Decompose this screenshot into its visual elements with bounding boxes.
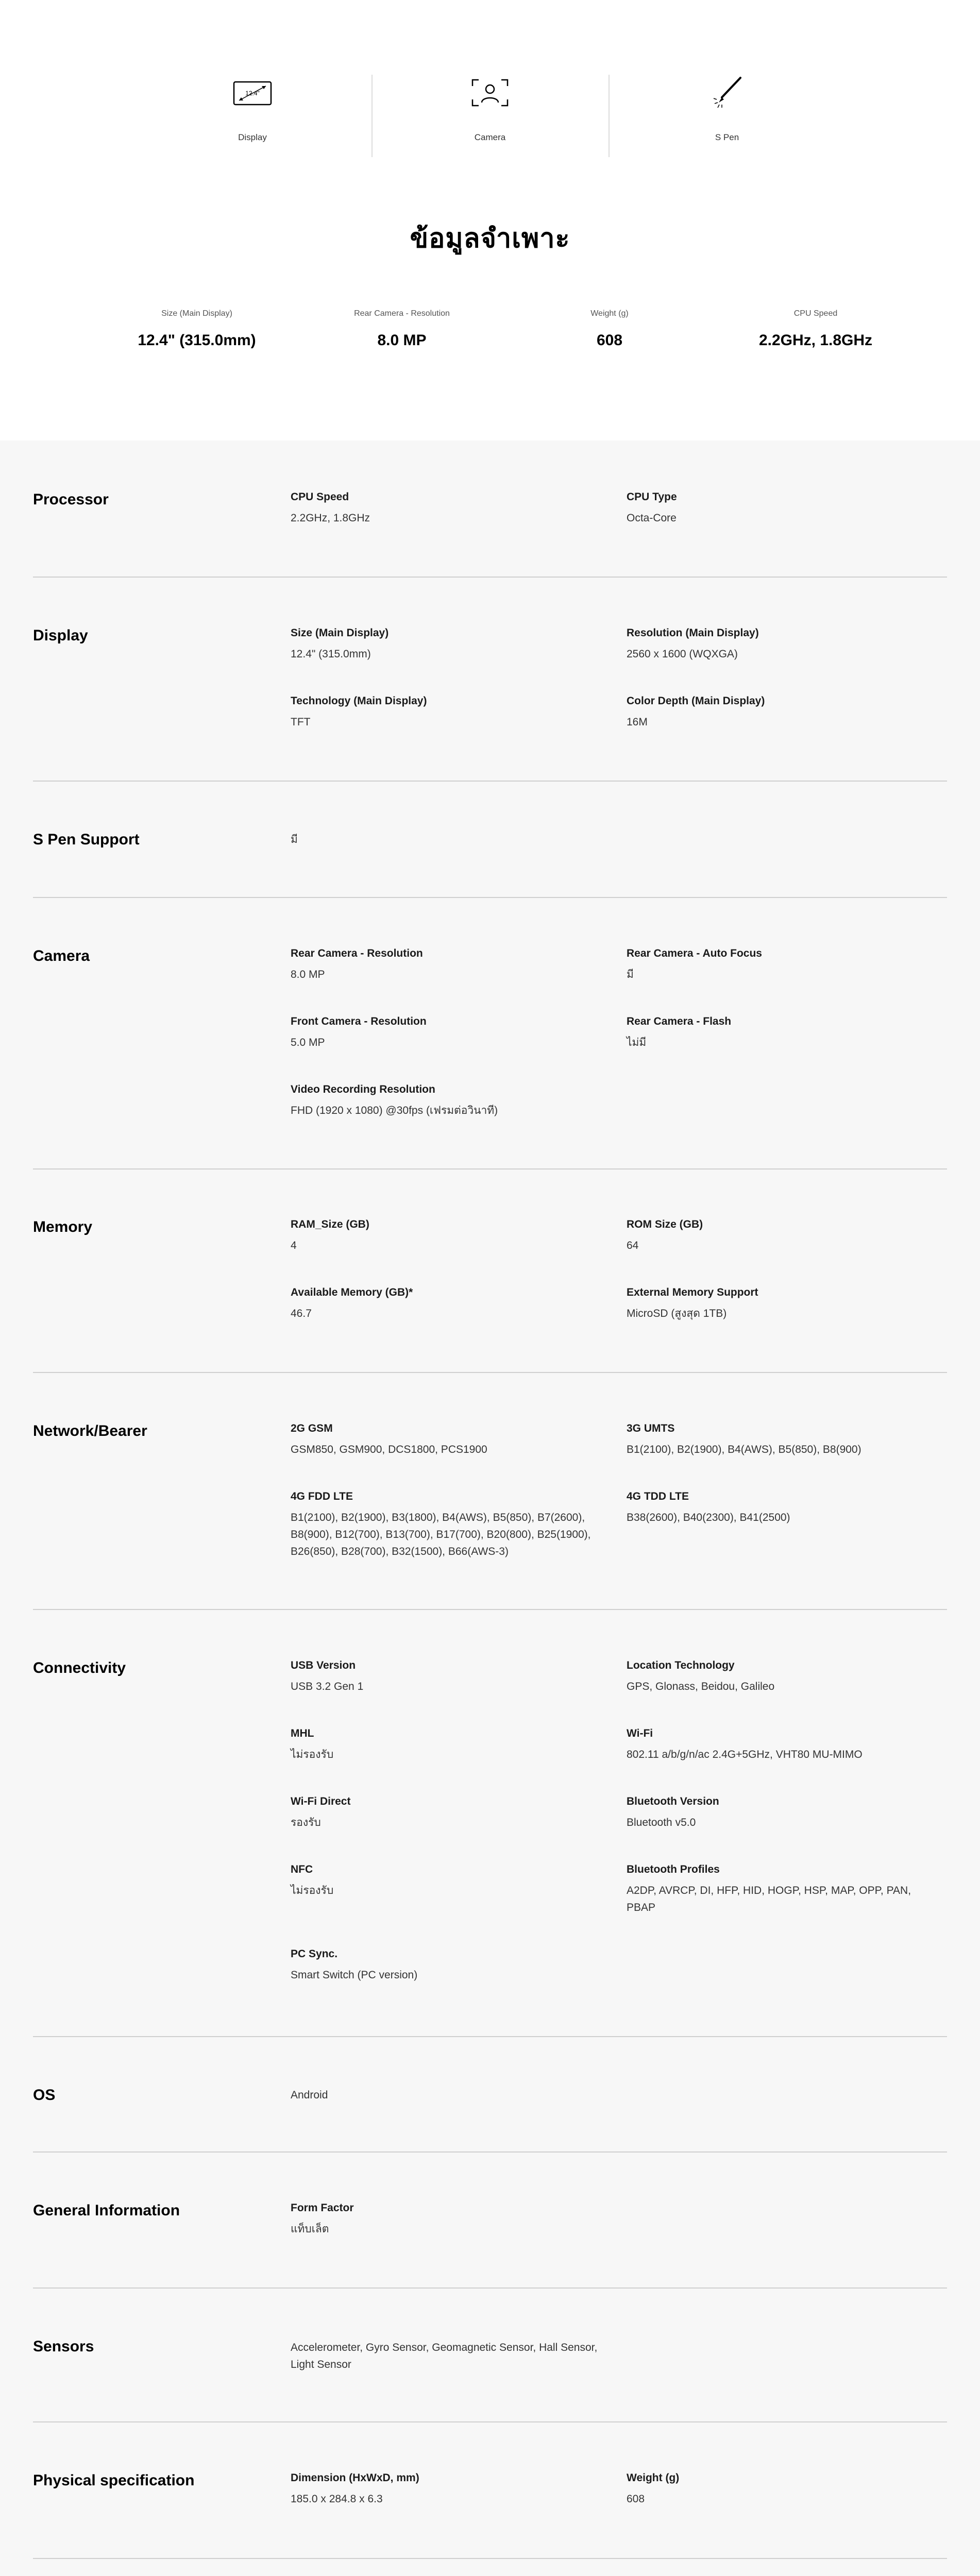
spec-item: [291, 947, 600, 983]
spec-item: [291, 1795, 600, 1831]
spec-label: 4G FDD LTE: [291, 1490, 353, 1502]
section-title: OS: [33, 2087, 56, 2104]
spec-label: 4G TDD LTE: [627, 1490, 689, 1502]
spec-item: [627, 1286, 936, 1322]
spec-item: [291, 1727, 600, 1763]
spec-value: 5.0 MP: [291, 1037, 325, 1048]
spec-item: [291, 2080, 600, 2104]
spec-item: [291, 1659, 600, 1695]
key-spec-size: [104, 309, 290, 349]
spec-label: CPU Type: [627, 491, 677, 503]
spec-item: [627, 1659, 936, 1695]
spec-value: แท็บเล็ต: [291, 2223, 329, 2235]
key-spec-value: 608: [596, 332, 623, 349]
spec-value: B38(2600), B40(2300), B41(2500): [627, 1512, 790, 1523]
spec-value: 8.0 MP: [291, 969, 325, 980]
spec-item: [291, 2472, 600, 2507]
spec-value: 2.2GHz, 1.8GHz: [291, 512, 370, 524]
spec-label: 3G UMTS: [627, 1422, 675, 1434]
spec-label: Rear Camera - Auto Focus: [627, 947, 762, 959]
feature-label-display: Display: [238, 132, 267, 142]
spec-item: [627, 695, 936, 731]
spec-label: MHL: [291, 1727, 314, 1739]
section-divider: [33, 2558, 947, 2559]
key-spec-camera: [309, 309, 495, 349]
section-divider: [33, 2287, 947, 2289]
section-title: Processor: [33, 491, 109, 508]
spec-label: Available Memory (GB)*: [291, 1286, 413, 1298]
key-spec-value: 8.0 MP: [377, 332, 427, 349]
section-title: Connectivity: [33, 1659, 126, 1676]
section-title: Display: [33, 627, 88, 644]
spec-item: [291, 825, 600, 848]
spec-value: ไม่มี: [627, 1037, 647, 1048]
spec-value: 46.7: [291, 1308, 312, 1319]
spec-item: [291, 2202, 600, 2238]
spec-label: Bluetooth Version: [627, 1795, 719, 1807]
section-title: Camera: [33, 947, 90, 964]
spec-value: 64: [627, 1240, 639, 1251]
key-specs: [0, 309, 980, 355]
spec-item: [627, 1422, 936, 1458]
spec-label: Wi-Fi: [627, 1727, 653, 1739]
spec-label: Bluetooth Profiles: [627, 1863, 720, 1875]
spec-item: [291, 491, 600, 527]
spec-value: A2DP, AVRCP, DI, HFP, HID, HOGP, HSP, MAP, OPP, PAN, PBAP: [627, 1885, 911, 1913]
spec-label: Rear Camera - Flash: [627, 1015, 732, 1027]
spec-label: Form Factor: [291, 2202, 354, 2214]
spec-value: มี: [627, 969, 634, 980]
feature-tab-camera[interactable]: [371, 75, 609, 143]
section-divider: [33, 2036, 947, 2037]
spec-label: External Memory Support: [627, 1286, 758, 1298]
spec-label: Dimension (HxWxD, mm): [291, 2472, 419, 2484]
spec-item: [291, 1083, 600, 1119]
spec-item: [291, 1948, 600, 1984]
spec-label: Wi-Fi Direct: [291, 1795, 351, 1807]
feature-tab-display[interactable]: [134, 75, 371, 143]
spec-value: B1(2100), B2(1900), B3(1800), B4(AWS), B5(850), B7(2600), B8(900), B12(700), B13(700), B17(700), B20(800), B25(1900), B26(850), B28(700), B32(1500), B66(AWS-3): [291, 1512, 591, 1557]
spec-value: GSM850, GSM900, DCS1800, PCS1900: [291, 1444, 487, 1455]
feature-tabs: [0, 75, 980, 157]
spec-value: 802.11 a/b/g/n/ac 2.4G+5GHz, VHT80 MU-MIMO: [627, 1749, 863, 1760]
key-spec-label: Rear Camera - Resolution: [354, 309, 450, 318]
feature-label-s-pen: S Pen: [715, 132, 739, 142]
spec-value: ไม่รองรับ: [291, 1885, 334, 1896]
page-title: ข้อมูลจำเพาะ: [410, 224, 570, 253]
spec-item: [291, 2333, 600, 2373]
spec-item: [291, 627, 600, 663]
spec-value: 608: [627, 2493, 645, 2505]
spec-value: Bluetooth v5.0: [627, 1817, 696, 1828]
spec-item: [291, 1286, 600, 1322]
section-title: General Information: [33, 2202, 180, 2219]
feature-tab-s-pen[interactable]: [609, 75, 846, 143]
spec-item: [627, 1490, 936, 1526]
spec-label: Video Recording Resolution: [291, 1083, 435, 1095]
camera-frame-icon: [469, 75, 511, 111]
spec-value: MicroSD (สูงสุด 1TB): [627, 1308, 727, 1319]
spec-value: มี: [291, 834, 298, 845]
display-icon-text: 12.4": [245, 90, 260, 97]
section-divider: [33, 2151, 947, 2153]
section-title: Network/Bearer: [33, 1422, 147, 1439]
spec-value: FHD (1920 x 1080) @30fps (เฟรมต่อวินาที): [291, 1105, 498, 1116]
spec-label: Size (Main Display): [291, 627, 389, 639]
key-spec-label: Weight (g): [590, 309, 629, 318]
spec-value: 2560 x 1600 (WQXGA): [627, 648, 738, 660]
section-divider: [33, 577, 947, 578]
spec-item: [291, 1015, 600, 1051]
spec-value: Android: [291, 2089, 328, 2101]
spec-item: [627, 1727, 936, 1763]
spec-value: Octa-Core: [627, 512, 677, 524]
section-title: Physical specification: [33, 2472, 195, 2489]
section-divider: [33, 781, 947, 782]
spec-label: Rear Camera - Resolution: [291, 947, 423, 959]
spec-label: RAM_Size (GB): [291, 1218, 369, 1230]
section-divider: [33, 897, 947, 898]
spec-label: ROM Size (GB): [627, 1218, 703, 1230]
spec-value: TFT: [291, 716, 311, 728]
spec-item: [627, 491, 936, 527]
spec-label: Color Depth (Main Display): [627, 695, 765, 707]
spec-item: [291, 1863, 600, 1899]
spec-value: 12.4" (315.0mm): [291, 648, 371, 660]
spec-item: [291, 695, 600, 731]
section-divider: [33, 1168, 947, 1170]
section-title: Sensors: [33, 2338, 94, 2355]
spec-label: CPU Speed: [291, 491, 349, 503]
spec-item: [627, 2472, 936, 2507]
spec-value: GPS, Glonass, Beidou, Galileo: [627, 1681, 775, 1692]
spec-label: PC Sync.: [291, 1948, 338, 1960]
spec-item: [627, 1218, 936, 1254]
spec-item: [627, 1795, 936, 1831]
key-spec-value: 2.2GHz, 1.8GHz: [758, 332, 873, 349]
feature-label-camera: Camera: [474, 132, 506, 142]
tablet-display-icon: [232, 75, 273, 111]
spec-value: B1(2100), B2(1900), B4(AWS), B5(850), B8(900): [627, 1444, 861, 1455]
spec-label: Technology (Main Display): [291, 695, 427, 707]
spec-value: 185.0 x 284.8 x 6.3: [291, 2493, 383, 2505]
key-spec-label: Size (Main Display): [161, 309, 232, 318]
spec-label: USB Version: [291, 1659, 356, 1671]
spec-item: [291, 1218, 600, 1254]
key-spec-value: 12.4" (315.0mm): [138, 332, 256, 349]
section-title: S Pen Support: [33, 831, 140, 848]
spec-label: NFC: [291, 1863, 313, 1875]
spec-value: 4: [291, 1240, 297, 1251]
spec-item: [291, 1422, 600, 1458]
spec-item: [291, 1490, 600, 1560]
section-divider: [33, 2421, 947, 2422]
spec-label: Location Technology: [627, 1659, 735, 1671]
spec-label: Front Camera - Resolution: [291, 1015, 427, 1027]
key-spec-cpu: [723, 309, 908, 349]
spec-item: [627, 1015, 936, 1051]
spec-value: USB 3.2 Gen 1: [291, 1681, 364, 1692]
spec-value: รองรับ: [291, 1817, 321, 1828]
spec-value: Accelerometer, Gyro Sensor, Geomagnetic Sensor, Hall Sensor, Light Sensor: [291, 2342, 598, 2370]
spec-value: Smart Switch (PC version): [291, 1969, 418, 1981]
spec-label: Resolution (Main Display): [627, 627, 759, 639]
spec-label: 2G GSM: [291, 1422, 333, 1434]
section-divider: [33, 1372, 947, 1373]
spec-item: [627, 627, 936, 663]
section-title: Memory: [33, 1218, 93, 1235]
spec-item: [627, 947, 936, 983]
spec-list: [0, 440, 980, 2576]
spec-hero: [0, 0, 980, 440]
key-spec-weight: [517, 309, 702, 349]
spec-item: [627, 1863, 936, 1916]
spec-value: ไม่รองรับ: [291, 1749, 334, 1760]
spec-label: Weight (g): [627, 2472, 680, 2484]
s-pen-icon: [706, 75, 748, 111]
spec-value: 16M: [627, 716, 648, 728]
section-divider: [33, 1609, 947, 1610]
key-spec-label: CPU Speed: [793, 309, 838, 318]
